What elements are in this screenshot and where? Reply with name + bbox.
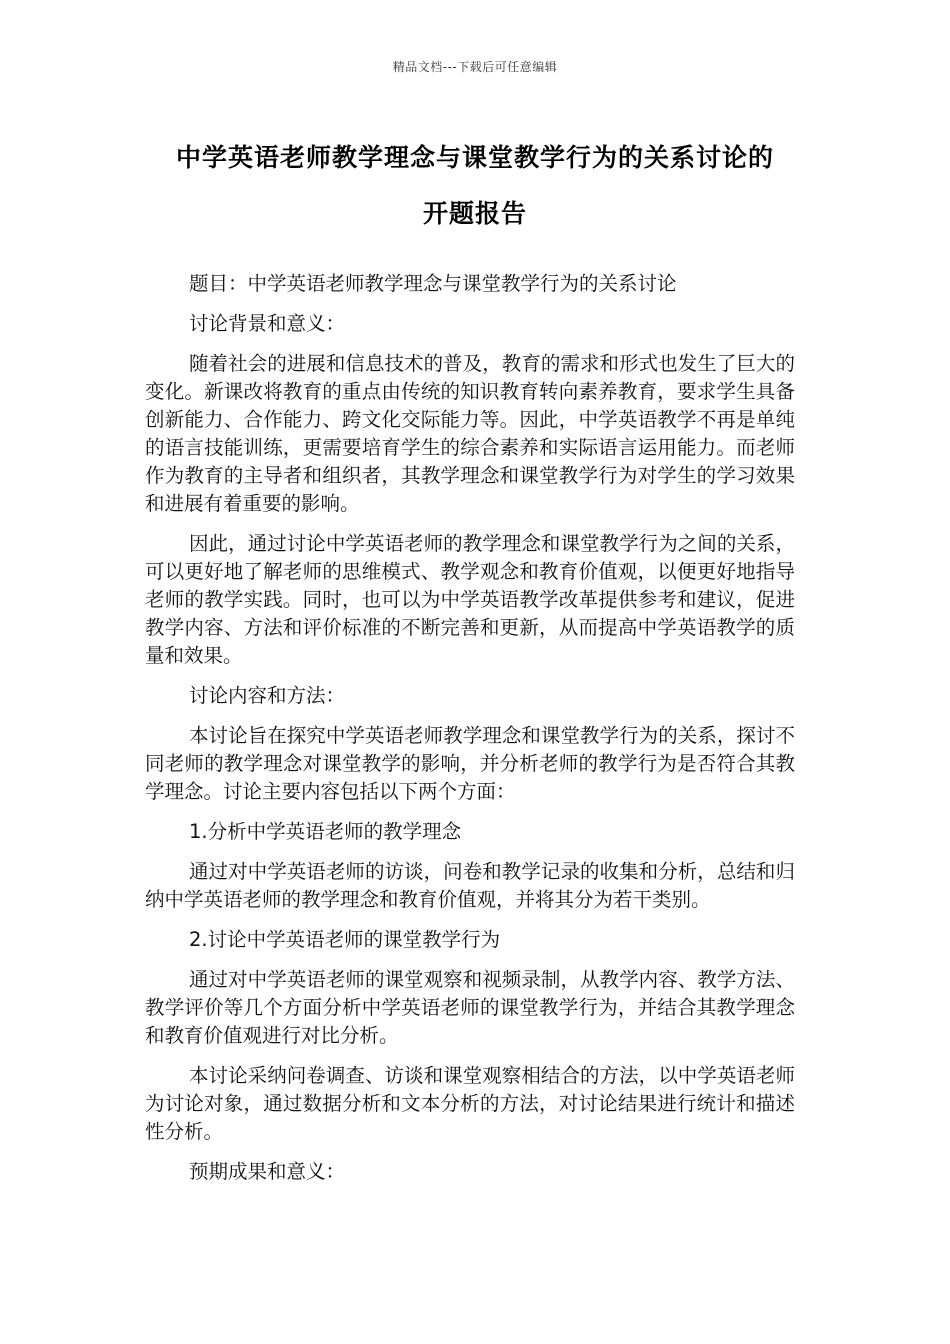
section-heading-content-method: 讨论内容和方法：: [189, 684, 346, 707]
paragraph-content-intro: 本讨论旨在探究中学英语老师教学理念和课堂教学行为的关系，探讨不同老师的教学理念对课堂教学的影响，并分析老师的教学行为是否符合其教学理念。讨论主要内容包括以下两个方面：: [145, 724, 795, 803]
paragraph-background-2: 因此，通过讨论中学英语老师的教学理念和课堂教学行为之间的关系，可以更好地了解老师的思维模式、教学观念和教育价值观，以便更好地指导老师的教学实践。同时，也可以为中学英语教学改革提供参考和建议，促进教学内容、方法和评价标准的不断完善和更新，从而提高中学英语教学的质量和效果。: [145, 532, 795, 667]
list-item-2-heading: 2.讨论中学英语老师的课堂教学行为: [189, 928, 501, 951]
paragraph-method: 本讨论采纳问卷调查、访谈和课堂观察相结合的方法，以中学英语老师为讨论对象，通过数据分析和文本分析的方法，对讨论结果进行统计和描述性分析。: [145, 1064, 795, 1143]
document-title-line-2: 开题报告: [422, 199, 527, 228]
list-item-2-text: 通过对中学英语老师的课堂观察和视频录制，从教学内容、教学方法、教学评价等几个方面分析中学英语老师的课堂教学行为，并结合其教学理念和教育价值观进行对比分析。: [145, 968, 795, 1047]
list-item-1-text: 通过对中学英语老师的访谈，问卷和教学记录的收集和分析，总结和归纳中学英语老师的教学理念和教育价值观，并将其分为若干类别。: [145, 860, 795, 911]
document-title-line-1: 中学英语老师教学理念与课堂教学行为的关系讨论的: [175, 143, 774, 172]
paragraph-background-1: 随着社会的进展和信息技术的普及，教育的需求和形式也发生了巨大的变化。新课改将教育的重点由传统的知识教育转向素养教育，要求学生具备创新能力、合作能力、跨文化交际能力等。因此，中学英语教学不再是单纯的语言技能训练，更需要培育学生的综合素养和实际语言运用能力。而老师作为教育的主导者和组织者，其教学理念和课堂教学行为对学生的学习效果和进展有着重要的影响。: [145, 352, 795, 515]
header-note: 精品文档---下载后可任意编辑: [392, 60, 558, 74]
document-body: [145, 270, 795, 1198]
list-item-1-heading: 1.分析中学英语老师的教学理念: [189, 820, 462, 843]
section-heading-background: 讨论背景和意义：: [189, 312, 346, 335]
section-heading-expected-results: 预期成果和意义：: [189, 1160, 346, 1183]
topic-line: 题目：中学英语老师教学理念与课堂教学行为的关系讨论: [189, 272, 677, 295]
